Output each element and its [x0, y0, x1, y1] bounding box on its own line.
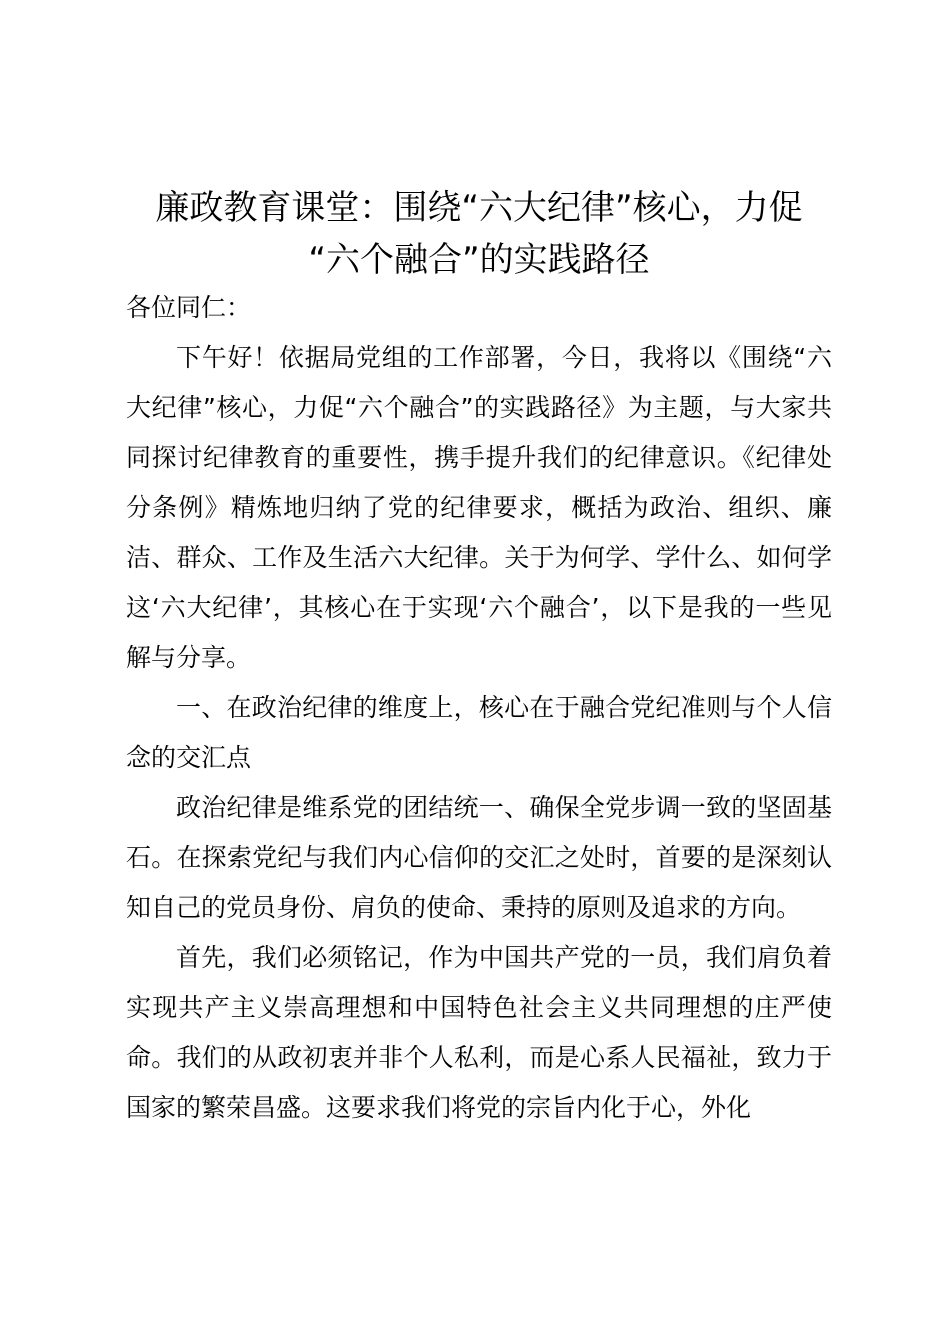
greeting: 各位同仁： — [126, 293, 252, 322]
paragraph-opening: 下午好！依据局党组的工作部署，今日，我将以《围绕“六大纪律”核心，力促“六个融合”的实践路径》为主题，与大家共同探讨纪律教育的重要性，携手提升我们的纪律意识。《纪律处分条例》精炼地归纳了党的纪律要求，概括为政治、组织、廉洁、群众、工作及生活六大纪律。关于为何学、学什么、如何学这‘六大纪律’，其核心在于实现‘六个融合’，以下是我的一些见解与分享。 — [126, 343, 832, 672]
paragraph-political-discipline: 政治纪律是维系党的团结统一、确保全党步调一致的坚固基石。在探索党纪与我们内心信仰的交汇之处时，首要的是深刻认知自己的党员身份、肩负的使命、秉持的原则及追求的方向。 — [126, 793, 832, 922]
title-line-2: “六个融合”的实践路径 — [308, 240, 650, 280]
section-heading-1: 一、在政治纪律的维度上，核心在于融合党纪准则与个人信念的交汇点 — [126, 693, 832, 772]
document-title — [126, 182, 832, 286]
paragraph-first-point: 首先，我们必须铭记，作为中国共产党的一员，我们肩负着实现共产主义崇高理想和中国特色社会主义共同理想的庄严使命。我们的从政初衷并非个人私利，而是心系人民福祉，致力于国家的繁荣昌盛。这要求我们将党的宗旨内化于心，外化 — [126, 943, 832, 1122]
document-content — [126, 182, 832, 1133]
title-line-1: 廉政教育课堂：围绕“六大纪律”核心，力促 — [155, 188, 803, 228]
